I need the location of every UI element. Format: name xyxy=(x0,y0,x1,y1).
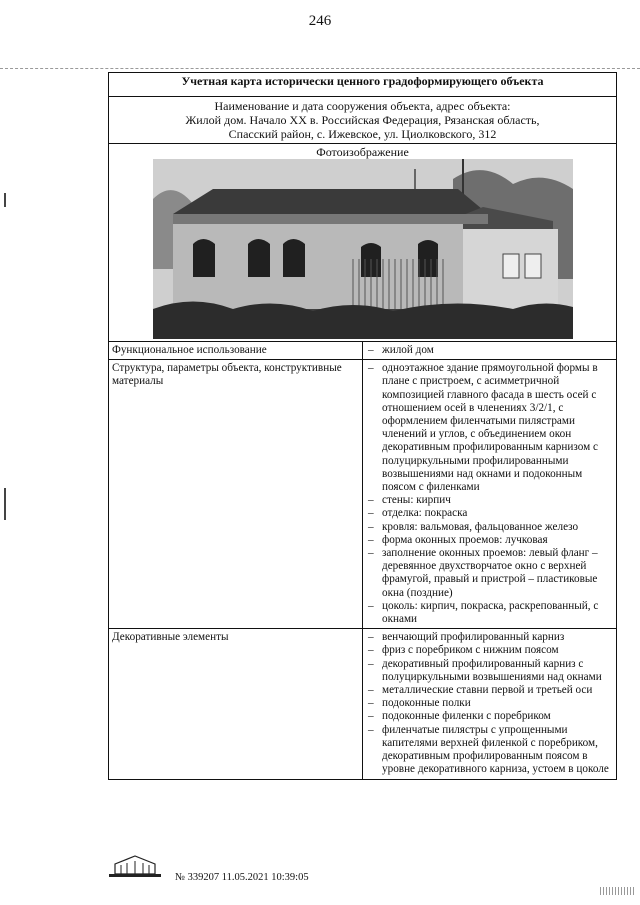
object-name-cell xyxy=(109,97,617,144)
page-number: 246 xyxy=(308,13,332,29)
list-item: – форма оконных проемов: лучковая xyxy=(366,534,613,547)
card-title: Учетная карта исторически ценного градоформирующего объекта xyxy=(109,73,617,97)
object-name-heading: Наименование и дата сооружения объекта, адрес объекта: xyxy=(214,99,511,113)
row-label-structure: Структура, параметры объекта, конструктивные материалы xyxy=(109,360,363,629)
list-item: – подоконные полки xyxy=(366,697,613,710)
list-item: – жилой дом xyxy=(366,344,613,357)
list-item: – филенчатые пилястры с упрощенными капителями верхней филенкой с поребриком, декоративным профилированным поясом в уровне декоративного карниза, устоем в цоколе xyxy=(366,724,613,777)
list-item: – заполнение оконных проемов: левый фланг – деревянное двухстворчатое окно с верхней фрамугой, правый и пристрой – пластиковые окна (поздние) xyxy=(366,547,613,600)
object-name-line: Жилой дом. Начало XX в. Российская Федерация, Рязанская область, xyxy=(185,113,540,127)
scan-artifact xyxy=(600,887,636,895)
list-item: – декоративный профилированный карниз с полуциркульными возвышениями над окнами xyxy=(366,658,613,684)
photo-cell xyxy=(109,144,617,342)
document-stamp: № 339207 11.05.2021 10:39:05 xyxy=(175,872,309,883)
building-photo xyxy=(153,159,573,339)
row-value-function xyxy=(363,342,617,360)
row-label-function: Функциональное использование xyxy=(109,342,363,360)
row-value-structure xyxy=(363,360,617,629)
registration-card-table xyxy=(108,72,617,780)
row-label-decorative: Декоративные элементы xyxy=(109,629,363,779)
margin-mark xyxy=(4,193,6,207)
list-item: – подоконные филенки с поребриком xyxy=(366,710,613,723)
header-rule xyxy=(0,68,640,69)
document-system-logo xyxy=(107,852,163,880)
list-item: – кровля: вальмовая, фальцованное железо xyxy=(366,521,613,534)
list-item: – стены: кирпич xyxy=(366,494,613,507)
list-item: – цоколь: кирпич, покраска, раскрепованный, с окнами xyxy=(366,600,613,626)
margin-mark xyxy=(4,488,6,520)
row-value-decorative xyxy=(363,629,617,779)
list-item: – отделка: покраска xyxy=(366,507,613,520)
photo-caption: Фотоизображение xyxy=(316,145,409,159)
list-item: – металлические ставни первой и третьей оси xyxy=(366,684,613,697)
list-item: – одноэтажное здание прямоугольной формы в плане с пристроем, с асимметричной композицией главного фасада в шесть осей с отношением осей в членениях 3/2/1, с оформлением филенчатыми пилястрами членений и углов, с объединением окон декоративным профилированным карнизом с полуциркульными профилированными возвышениями над окнами и подоконным поясом с филенками xyxy=(366,362,613,494)
object-address-line: Спасский район, с. Ижевское, ул. Циолковского, 312 xyxy=(228,127,497,141)
list-item: – венчающий профилированный карниз xyxy=(366,631,613,644)
list-item: – фриз с поребриком с нижним поясом xyxy=(366,644,613,657)
